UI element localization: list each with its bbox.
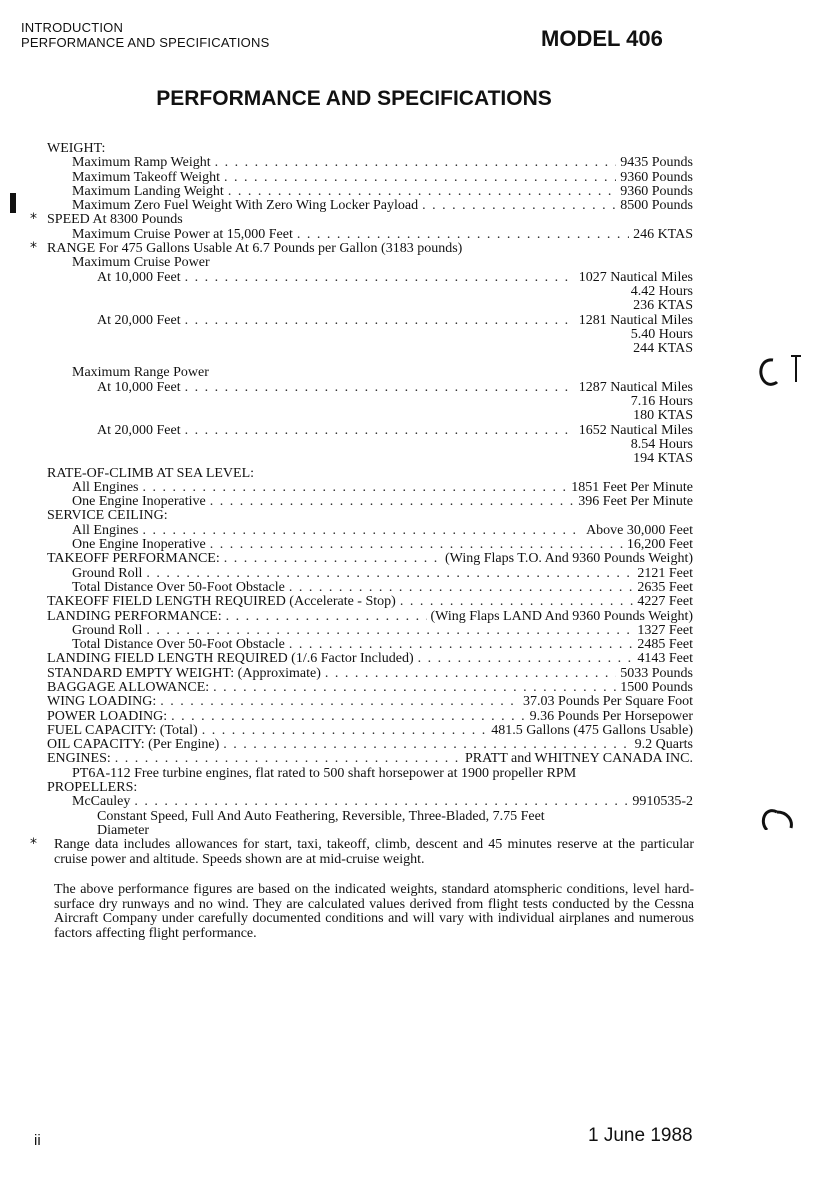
header-section: INTRODUCTION	[21, 20, 124, 35]
range-ktas: 244 KTAS	[633, 341, 693, 357]
propellers-heading: PROPELLERS:	[47, 780, 138, 796]
performance-paragraph: The above performance figures are based on the indicated weights, standard atomspheric conditions, level hard-surface dry runways and no wind. They are calculated values derived from flight tests conducted by the Cessna Aircraft Company under carefully documented conditions and will vary with individual airplanes and numerous factors affecting flight performance.	[54, 882, 694, 941]
range-hours: 5.40 Hours	[630, 326, 693, 342]
ceiling-heading: SERVICE CEILING:	[47, 508, 168, 524]
weight-heading: WEIGHT:	[47, 141, 106, 156]
page-title: PERFORMANCE AND SPECIFICATIONS	[156, 87, 552, 110]
spec-row: All Engines . . . Above 30,000 Feet	[47, 524, 693, 538]
spec-row: At 20,000 Feet . . . 1281 Nautical Miles	[47, 314, 693, 328]
propellers-description-cont: Diameter	[97, 822, 150, 838]
spec-row: One Engine Inoperative . . . 16,200 Feet	[47, 538, 693, 552]
spec-row: WING LOADING: . . . 37.03 Pounds Per Square Foot	[47, 695, 693, 709]
spec-row: OIL CAPACITY: (Per Engine) . . . 9.2 Quarts	[47, 738, 693, 752]
range-hours: 7.16 Hours	[630, 394, 693, 410]
range-footnote: Range data includes allowances for start, taxi, takeoff, climb, descent and 45 minutes reserve at the particular cruise power and altitude. Speeds shown are at mid-cruise weight.	[54, 837, 694, 867]
speed-heading: SPEED At 8300 Pounds	[47, 212, 183, 228]
spec-row: One Engine Inoperative . . . 396 Feet Per Minute	[47, 495, 693, 509]
spec-row: Maximum Ramp Weight . . . 9435 Pounds	[47, 156, 693, 170]
spec-row: LANDING FIELD LENGTH REQUIRED (1/.6 Factor Included) . . . 4143 Feet	[47, 652, 693, 666]
binder-hole-lower	[763, 811, 791, 830]
spec-row: Maximum Landing Weight . . . 9360 Pounds	[47, 185, 693, 199]
spec-row: Total Distance Over 50-Foot Obstacle . . . 2635 Feet	[47, 581, 693, 595]
spec-row: BAGGAGE ALLOWANCE: . . . 1500 Pounds	[47, 681, 693, 695]
range-ktas: 194 KTAS	[633, 451, 693, 467]
page-number: ii	[34, 1132, 41, 1149]
spec-row: All Engines . . . 1851 Feet Per Minute	[47, 481, 693, 495]
spec-row: TAKEOFF FIELD LENGTH REQUIRED (Accelerate - Stop) . . . 4227 Feet	[47, 595, 693, 609]
spec-row: At 10,000 Feet . . . 1027 Nautical Miles	[47, 271, 693, 285]
binder-hole-marks	[735, 350, 815, 830]
spec-row: McCauley . . . 9910535-2	[47, 795, 693, 809]
header-subsection: PERFORMANCE AND SPECIFICATIONS	[21, 35, 270, 50]
spec-row: STANDARD EMPTY WEIGHT: (Approximate) . . . 5033 Pounds	[47, 667, 693, 681]
range-ktas: 236 KTAS	[633, 298, 693, 314]
range-hours: 8.54 Hours	[630, 436, 693, 452]
spec-row: ENGINES: . . . PRATT and WHITNEY CANADA INC.	[47, 752, 693, 766]
spec-row: At 20,000 Feet . . . 1652 Nautical Miles	[47, 424, 693, 438]
spec-row: Ground Roll . . . 1327 Feet	[47, 624, 693, 638]
binder-tick-upper	[791, 356, 801, 382]
change-star-speed: *	[30, 211, 37, 227]
propellers-description: Constant Speed, Full And Auto Feathering, Reversible, Three-Bladed, 7.75 Feet	[97, 808, 545, 824]
spec-row: FUEL CAPACITY: (Total) . . . 481.5 Gallons (475 Gallons Usable)	[47, 724, 693, 738]
change-star-range: *	[30, 240, 37, 256]
spec-row: Maximum Takeoff Weight . . . 9360 Pounds	[47, 171, 693, 185]
engines-description: PT6A-112 Free turbine engines, flat rated to 500 shaft horsepower at 1900 propeller RPM	[72, 765, 577, 781]
change-star-footnote: *	[30, 836, 37, 852]
spec-row: Total Distance Over 50-Foot Obstacle . . . 2485 Feet	[47, 638, 693, 652]
spec-row: POWER LOADING: . . . 9.36 Pounds Per Horsepower	[47, 710, 693, 724]
revision-date: 1 June 1988	[588, 1125, 693, 1146]
range-group-name: Maximum Cruise Power	[72, 255, 210, 271]
climb-heading: RATE-OF-CLIMB AT SEA LEVEL:	[47, 465, 255, 481]
spec-row: Maximum Cruise Power at 15,000 Feet . . . 246 KTAS	[47, 228, 693, 242]
spec-row: Ground Roll . . . 2121 Feet	[47, 567, 693, 581]
range-hours: 4.42 Hours	[630, 283, 693, 299]
landing-heading: LANDING PERFORMANCE: . . . (Wing Flaps LAND And 9360 Pounds Weight)	[47, 610, 693, 624]
range-ktas: 180 KTAS	[633, 408, 693, 424]
revision-bar	[10, 193, 16, 213]
specs-list	[47, 142, 693, 838]
page-header-left	[21, 20, 269, 50]
takeoff-heading: TAKEOFF PERFORMANCE: . . . (Wing Flaps T.O. And 9360 Pounds Weight)	[47, 552, 693, 566]
spec-row: At 10,000 Feet . . . 1287 Nautical Miles	[47, 381, 693, 395]
range-heading: RANGE For 475 Gallons Usable At 6.7 Pounds per Gallon (3183 pounds)	[47, 241, 463, 257]
range-group-name: Maximum Range Power	[72, 365, 209, 381]
binder-hole-upper	[761, 360, 777, 384]
model-label: MODEL 406	[541, 26, 663, 51]
spec-row: Maximum Zero Fuel Weight With Zero Wing Locker Payload . . . 8500 Pounds	[47, 199, 693, 213]
